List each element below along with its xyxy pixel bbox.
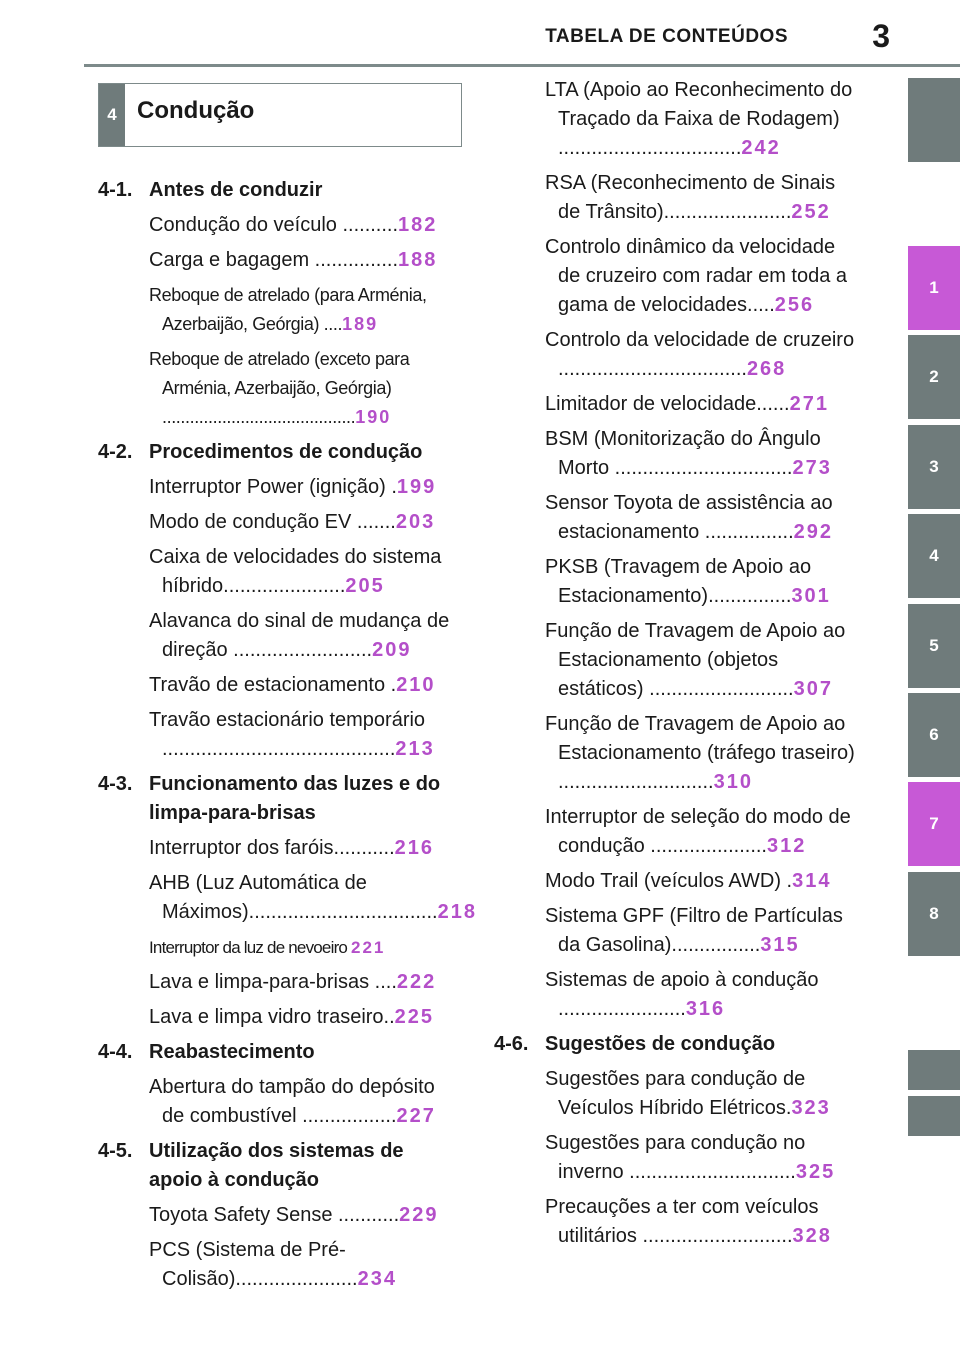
entry-title: PKSB (Travagem de Apoio ao Estacionamento)...............: [545, 556, 812, 607]
entry-page-number: 209: [372, 639, 412, 661]
entry-page-number: 271: [789, 393, 829, 415]
section-number: 4: [99, 84, 125, 146]
entry-page-number: 188: [398, 249, 438, 271]
chapter-tab-7[interactable]: 7: [908, 782, 960, 866]
entry-title: Limitador de velocidade......: [545, 393, 790, 415]
toc-entry[interactable]: [545, 902, 858, 960]
heading-title: Antes de conduzir: [149, 179, 323, 201]
entry-page-number: 199: [396, 476, 437, 498]
heading-title: Procedimentos de condução: [149, 441, 423, 463]
entry-page-number: 312: [766, 835, 807, 857]
entry-page-number: 242: [741, 137, 781, 159]
heading-number: 4-2.: [98, 441, 133, 463]
entry-title: LTA (Apoio ao Reconhecimento do Traçado da Faixa de Rodagem) .................................: [545, 79, 853, 159]
entry-page-number: 328: [792, 1225, 832, 1247]
entry-title: Modo de condução EV .......: [149, 511, 396, 533]
entry-title: Sensor Toyota de assistência ao estacionamento ................: [545, 492, 833, 543]
entry-title: Reboque de atrelado (para Arménia, Azerbaijão, Geórgia) ....: [149, 285, 427, 334]
entry-page-number: 316: [685, 998, 726, 1020]
chapter-tab-index-b[interactable]: [908, 1096, 960, 1136]
heading-title: Utilização dos sistemas de apoio à condução: [149, 1140, 404, 1191]
entry-page-number: 292: [793, 521, 834, 543]
entry-page-number: 310: [713, 771, 753, 793]
entry-title: Lava e limpa-para-brisas ....: [149, 971, 397, 993]
entry-title: Sistemas de apoio à condução .......................: [545, 969, 819, 1020]
entry-page-number: 229: [399, 1204, 439, 1226]
toc-entry[interactable]: [545, 1065, 858, 1123]
entry-page-number: 190: [355, 407, 392, 427]
chapter-tab-3[interactable]: 3: [908, 425, 960, 509]
entry-title: Alavanca do sinal de mudança de direção .........................: [149, 610, 450, 661]
toc-entry[interactable]: [545, 966, 858, 1024]
heading-number: 4-5.: [98, 1140, 133, 1162]
entry-title: Interruptor dos faróis...........: [149, 837, 395, 859]
entry-title: RSA (Reconhecimento de Sinais de Trânsito).......................: [545, 172, 836, 223]
entry-title: Carga e bagagem ...............: [149, 249, 399, 271]
toc-entry[interactable]: [545, 803, 858, 861]
toc-entry[interactable]: [149, 543, 460, 601]
heading-number: 4-3.: [98, 773, 133, 795]
toc-heading-4-3[interactable]: [98, 770, 460, 828]
running-header-title: TABELA DE CONTEÚDOS: [545, 26, 788, 47]
toc-entry[interactable]: [545, 867, 858, 896]
entry-page-number: 189: [342, 314, 379, 334]
entry-page-number: 218: [437, 901, 477, 923]
chapter-tab-blank[interactable]: [908, 78, 960, 162]
entry-page-number: 315: [760, 934, 800, 956]
toc-heading-4-2[interactable]: [98, 438, 460, 467]
entry-title: Interruptor da luz de nevoeiro: [149, 938, 352, 957]
entry-page-number: 314: [792, 870, 832, 892]
entry-page-number: 210: [396, 674, 436, 696]
heading-number: 4-1.: [98, 179, 133, 201]
heading-title: Sugestões de condução: [545, 1033, 776, 1055]
entry-title: Precauções a ter com veículos utilitários ...........................: [545, 1196, 819, 1247]
chapter-tab-index-a[interactable]: [908, 1050, 960, 1090]
page-number: 3: [872, 18, 890, 54]
entry-page-number: 222: [396, 971, 437, 993]
chapter-tab-4[interactable]: 4: [908, 514, 960, 598]
heading-title: Reabastecimento: [149, 1041, 315, 1063]
entry-title: PCS (Sistema de Pré-Colisão)......................: [149, 1239, 358, 1290]
toc-entry[interactable]: [149, 508, 460, 537]
entry-page-number: 221: [351, 938, 386, 957]
heading-number: 4-4.: [98, 1041, 133, 1063]
toc-entry[interactable]: [149, 281, 460, 339]
toc-entry[interactable]: [545, 169, 858, 227]
toc-heading-4-5[interactable]: [98, 1137, 460, 1195]
toc-entry[interactable]: [149, 933, 460, 962]
toc-entry[interactable]: [545, 76, 858, 163]
chapter-tab-5[interactable]: 5: [908, 604, 960, 688]
toc-entry[interactable]: [545, 390, 858, 419]
toc-entry[interactable]: [149, 1236, 460, 1294]
toc-entry[interactable]: [545, 553, 858, 611]
entry-title: Reboque de atrelado (exceto para Arménia, Azerbaijão, Geórgia) ..........................................: [149, 349, 410, 427]
toc-entry[interactable]: [149, 1201, 460, 1230]
entry-page-number: 256: [774, 294, 815, 316]
toc-entry[interactable]: [149, 671, 460, 700]
entry-page-number: 216: [394, 837, 435, 859]
entry-title: Modo Trail (veículos AWD) .: [545, 870, 793, 892]
toc-heading-4-6[interactable]: [494, 1030, 858, 1059]
toc-entry[interactable]: [149, 706, 460, 764]
entry-page-number: 203: [395, 511, 436, 533]
toc-entry[interactable]: [545, 326, 858, 384]
toc-entry[interactable]: [149, 473, 460, 502]
entry-title: Sugestões para condução no inverno ..............................: [545, 1132, 806, 1183]
entry-title: Toyota Safety Sense ...........: [149, 1204, 400, 1226]
entry-page-number: 301: [791, 585, 831, 607]
entry-page-number: 225: [394, 1006, 435, 1028]
entry-title: Função de Travagem de Apoio ao Estacionamento (objetos estáticos) ..........................: [545, 620, 846, 700]
toc-entry[interactable]: [149, 1073, 460, 1131]
toc-entry[interactable]: [545, 489, 858, 547]
entry-page-number: 182: [398, 214, 438, 236]
toc-entry[interactable]: [149, 1003, 460, 1032]
entry-title: Travão de estacionamento .: [149, 674, 397, 696]
toc-entry[interactable]: [149, 246, 460, 275]
entry-title: Interruptor de seleção do modo de condução .....................: [545, 806, 851, 857]
toc-entry[interactable]: [545, 425, 858, 483]
heading-number: 4-6.: [494, 1033, 529, 1055]
entry-title: Lava e limpa vidro traseiro..: [149, 1006, 395, 1028]
toc-heading-4-4[interactable]: [98, 1038, 460, 1067]
section-title: Condução: [137, 97, 255, 124]
entry-title: Abertura do tampão do depósito de combustível .................: [149, 1076, 435, 1127]
toc-entry[interactable]: [149, 869, 477, 927]
entry-page-number: 252: [791, 201, 831, 223]
toc-entry[interactable]: [149, 211, 460, 240]
entry-page-number: 268: [746, 358, 787, 380]
toc-right-column: [494, 76, 858, 1257]
toc-entry[interactable]: [149, 968, 460, 997]
entry-page-number: 205: [345, 575, 385, 597]
entry-page-number: 234: [357, 1268, 397, 1290]
entry-page-number: 213: [395, 738, 435, 760]
toc-heading-4-1[interactable]: [98, 176, 460, 205]
chapter-tab-2[interactable]: 2: [908, 335, 960, 419]
entry-title: BSM (Monitorização do Ângulo Morto ................................: [545, 428, 821, 479]
entry-page-number: 273: [792, 457, 832, 479]
chapter-tab-1[interactable]: 1: [908, 246, 960, 330]
toc-left-column: [98, 170, 477, 1300]
entry-page-number: 307: [793, 678, 833, 700]
toc-entry[interactable]: [545, 1129, 858, 1187]
toc-entry[interactable]: [149, 834, 460, 863]
entry-title: Sugestões para condução de Veículos Híbrido Elétricos.: [545, 1068, 806, 1119]
entry-page-number: 323: [791, 1097, 831, 1119]
chapter-tab-8[interactable]: 8: [908, 872, 960, 956]
toc-entry[interactable]: [545, 1193, 858, 1251]
entry-title: Condução do veículo ..........: [149, 214, 399, 236]
toc-entry[interactable]: [545, 710, 858, 797]
toc-entry[interactable]: [149, 345, 460, 432]
toc-entry[interactable]: [545, 617, 858, 704]
entry-title: Controlo da velocidade de cruzeiro ..................................: [545, 329, 855, 380]
entry-title: Travão estacionário temporário ..........................................: [149, 709, 426, 760]
toc-entry[interactable]: [545, 233, 858, 320]
entry-title: Interruptor Power (ignição) .: [149, 476, 397, 498]
entry-page-number: 227: [396, 1105, 436, 1127]
heading-title: Funcionamento das luzes e do limpa-para-brisas: [149, 773, 441, 824]
chapter-tab-6[interactable]: 6: [908, 693, 960, 777]
entry-title: Controlo dinâmico da velocidade de cruzeiro com radar em toda a gama de velocidades.....: [545, 236, 848, 316]
toc-entry[interactable]: [149, 607, 460, 665]
section-header-box: [98, 83, 462, 147]
entry-page-number: 325: [795, 1161, 836, 1183]
entry-title: Sistema GPF (Filtro de Partículas da Gasolina)................: [545, 905, 843, 956]
entry-title: AHB (Luz Automática de Máximos)..................................: [149, 872, 438, 923]
header-rule: [84, 64, 960, 67]
entry-title: Função de Travagem de Apoio ao Estacionamento (tráfego traseiro) ............................: [545, 713, 855, 793]
entry-title: Caixa de velocidades do sistema híbrido......................: [149, 546, 442, 597]
